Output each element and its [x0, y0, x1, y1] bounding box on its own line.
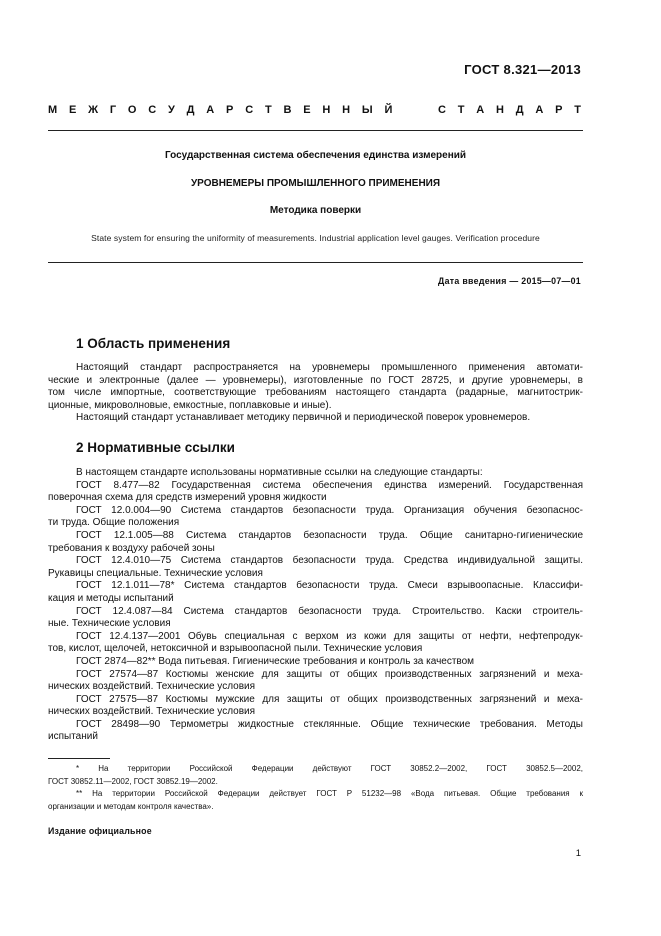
heading-letter: С: [148, 104, 157, 116]
reference-line: ГОСТ 2874—82** Вода питьевая. Гигиенические требования и контроль за качеством: [76, 655, 475, 667]
reference-line: поверочная схема для средств измерений уровня жидкости: [48, 492, 327, 504]
text-line: ческие и электронные (далее — уровнемеры), изготовленные по ГОСТ 28725, и другие уровнемеры, в: [48, 374, 583, 386]
heading-letter: Н: [322, 104, 331, 116]
heading-letter: Д: [515, 104, 524, 116]
footnote-1-line: ГОСТ 30852.11—2002, ГОСТ 30852.19—2002.: [48, 776, 218, 786]
reference-line: ГОСТ 12.4.010—75 Система стандартов безопасности труда. Средства индивидуальной защиты.: [76, 555, 583, 567]
heading-letter: О: [127, 104, 137, 116]
heading-letter: А: [476, 104, 485, 116]
reference-line: ГОСТ 12.4.137—2001 Обувь специальная с верхом из кожи для защиты от нефти, нефтепродук-: [76, 630, 583, 642]
reference-line: ГОСТ 12.0.004—90 Система стандартов безопасности труда. Организация обучения безопаснос-: [76, 504, 583, 516]
heading-letter: Р: [226, 104, 234, 116]
reference-line: ГОСТ 8.477—82 Государственная система обеспечения единства измерений. Государственная: [76, 479, 583, 491]
reference-line: ГОСТ 12.1.011—78* Система стандартов безопасности труда. Смеси взрывоопасные. Классифи-: [76, 580, 583, 592]
reference-line: ГОСТ 27575—87 Костюмы мужские для защиты от общих производственных загрязнений и меха-: [76, 693, 583, 705]
reference-line: кация и методы испытаний: [48, 592, 174, 604]
text-line: ционные, микроволновые, емкостные, поплавковые и иные).: [48, 399, 332, 411]
heading-letter: А: [206, 104, 215, 116]
top-rule: [48, 130, 583, 131]
heading-letter: Д: [186, 104, 195, 116]
reference-line: ные. Технические условия: [48, 618, 171, 630]
reference-line: ГОСТ 12.4.087—84 Система стандартов безопасности труда. Строительство. Каски строитель-: [76, 605, 583, 617]
text-line: том числе импортные, соответствующие требованиям настоящего стандарта (радарные, магнитострик-: [48, 387, 583, 399]
heading-letter: В: [283, 104, 292, 116]
reference-line: нических воздействий. Технические условия: [48, 706, 256, 718]
interstate-standard-heading: [48, 104, 581, 116]
text-line: Настоящий стандарт распространяется на уровнемеры промышленного применения автомати-: [76, 362, 583, 373]
heading-letter: Е: [303, 104, 311, 116]
heading-letter: Р: [555, 104, 563, 116]
reference-line: ГОСТ 27574—87 Костюмы женские для защиты от общих производственных загрязнений и меха-: [76, 668, 583, 680]
heading-letter: Е: [68, 104, 77, 116]
reference-line: испытаний: [48, 731, 98, 743]
heading-letter: Г: [109, 104, 117, 116]
reference-line: ти труда. Общие положения: [48, 517, 180, 529]
text-line: В настоящем стандарте использованы нормативные ссылки на следующие стандарты:: [76, 467, 483, 478]
page-number: 1: [575, 848, 581, 859]
introduction-date: Дата введения — 2015—07—01: [438, 276, 581, 286]
reference-line: ГОСТ 12.1.005—88 Система стандартов безопасности труда. Общие санитарно-гигиенические: [76, 529, 583, 541]
reference-line: ГОСТ 28498—90 Термометры жидкостные стеклянные. Общие технические требования. Методы: [76, 718, 583, 730]
reference-line: тов, кислот, щелочей, нетоксичной и взрывоопасной пыли. Технические условия: [48, 643, 423, 655]
footnote-1-line: * На территории Российской Федерации действуют ГОСТ 30852.2—2002, ГОСТ 30852.5—2002,: [76, 764, 583, 773]
section-1-body: [48, 362, 583, 425]
main-title: УРОВНЕМЕРЫ ПРОМЫШЛЕННОГО ПРИМЕНЕНИЯ: [190, 178, 441, 189]
section-1-heading: 1 Область применения: [76, 336, 231, 351]
text-line: Настоящий стандарт устанавливает методику первичной и периодической поверок уровнемеров.: [76, 412, 531, 424]
heading-letter: Й: [384, 104, 393, 116]
section-2-heading: 2 Нормативные ссылки: [76, 440, 235, 455]
heading-letter: М: [48, 104, 58, 116]
official-edition-note: Издание официальное: [48, 826, 152, 836]
footnotes: [48, 763, 583, 813]
heading-letter: Т: [264, 104, 272, 116]
document-code: ГОСТ 8.321—2013: [464, 62, 581, 77]
heading-letter: Т: [574, 104, 581, 116]
english-title: State system for ensuring the uniformity of measurements. Industrial application level gauges. Verification procedure: [91, 233, 540, 243]
section-2-body: [48, 467, 583, 744]
heading-letter: С: [437, 104, 446, 116]
heading-letter: У: [168, 104, 175, 116]
heading-letter: С: [245, 104, 254, 116]
heading-letter: Ж: [88, 104, 99, 116]
system-title: Государственная система обеспечения единства измерений: [164, 150, 467, 161]
bottom-title-rule: [48, 262, 583, 263]
footnote-rule: [48, 758, 110, 759]
heading-letter: Ы: [361, 104, 373, 116]
reference-line: Рукавицы специальные. Технические условия: [48, 567, 263, 579]
reference-line: требования к воздуху рабочей зоны: [48, 542, 215, 554]
heading-letter: Т: [457, 104, 465, 116]
footnote-2-line: организации и методам контроля качества».: [48, 801, 214, 811]
reference-line: нических воздействий. Технические условия: [48, 681, 256, 693]
heading-letter: А: [535, 104, 544, 116]
footnote-2-line: ** На территории Российской Федерации действует ГОСТ Р 51232—98 «Вода питьевая. Общие требования к: [76, 789, 583, 798]
heading-letter: Н: [495, 104, 504, 116]
heading-letter: Н: [342, 104, 351, 116]
subtitle: Методика поверки: [269, 205, 362, 216]
